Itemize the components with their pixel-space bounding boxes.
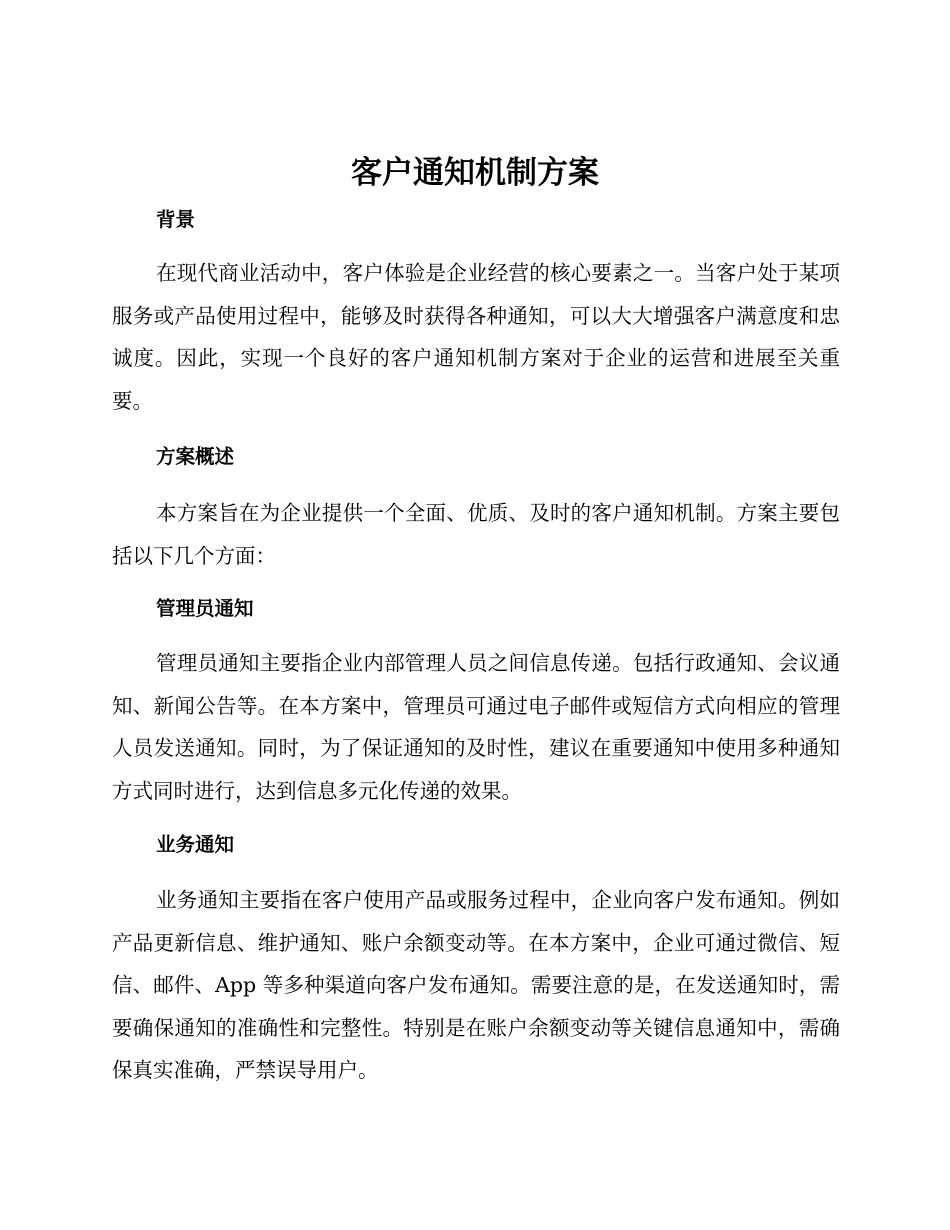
section-heading-admin-notice: 管理员通知 [156,597,254,620]
section-paragraph-overview: 本方案旨在为企业提供一个全面、优质、及时的客户通知机制。方案主要包括以下几个方面： [112,501,840,568]
section-paragraph-business-notice: 业务通知主要指在客户使用产品或服务过程中，企业向客户发布通知。例如产品更新信息、维护通知、账户余额变动等。在本方案中，企业可通过微信、短信、邮件、App 等多种渠道向客户发布通知。需要注意的是，在发送通知时，需要确保通知的准确性和完整性。特别是在账户余额变动等关键信息通知中，需确保真实准确，严禁误导用户。 [112,888,840,1083]
section-heading-business-notice: 业务通知 [156,833,235,856]
section-heading-background: 背景 [156,208,196,231]
section-paragraph-background: 在现代商业活动中，客户体验是企业经营的核心要素之一。当客户处于某项服务或产品使用过程中，能够及时获得各种通知，可以大大增强客户满意度和忠诚度。因此，实现一个良好的客户通知机制方案对于企业的运营和进展至关重要。 [112,261,840,413]
section-heading-overview: 方案概述 [156,445,235,468]
document-title: 客户通知机制方案 [351,155,599,191]
section-paragraph-admin-notice: 管理员通知主要指企业内部管理人员之间信息传递。包括行政通知、会议通知、新闻公告等。在本方案中，管理员可通过电子邮件或短信方式向相应的管理人员发送通知。同时，为了保证通知的及时性，建议在重要通知中使用多种通知方式同时进行，达到信息多元化传递的效果。 [112,651,840,803]
